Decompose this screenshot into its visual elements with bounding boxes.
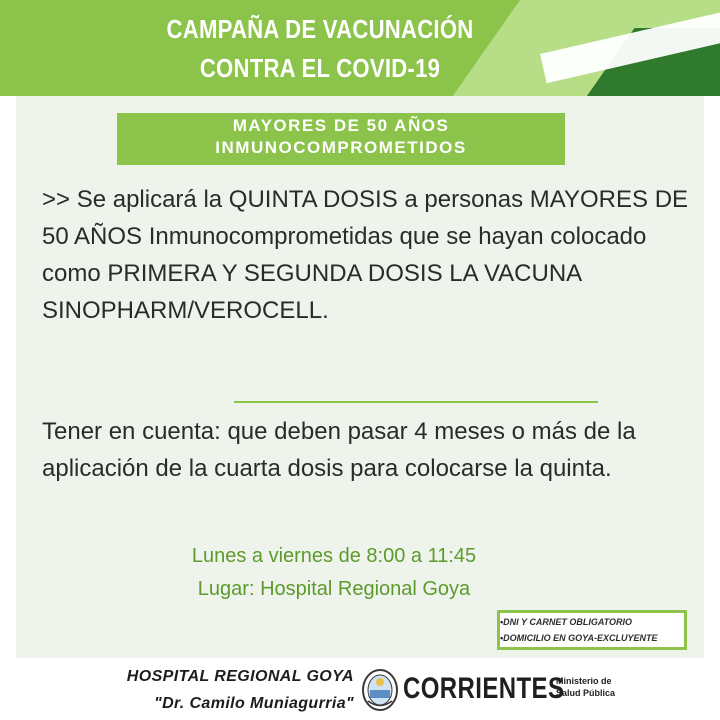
province-wordmark: CORRIENTES xyxy=(403,672,565,705)
section-divider xyxy=(234,401,598,403)
target-group-label xyxy=(117,115,565,159)
campaign-title-line1: CAMPAÑA DE VACUNACIÓN xyxy=(166,14,474,44)
requirement-item: •DNI Y CARNET OBLIGATORIO xyxy=(500,617,632,627)
ministry-line1: Ministerio de xyxy=(556,676,612,686)
schedule-hours: Lunes a viernes de 8:00 a 11:45 xyxy=(191,545,477,567)
target-group-line2: INMUNOCOMPROMETIDOS xyxy=(215,138,467,157)
schedule-place: Lugar: Hospital Regional Goya xyxy=(197,578,471,600)
target-group-line1: MAYORES DE 50 AÑOS xyxy=(232,116,450,135)
campaign-title-line2: CONTRA EL COVID-19 xyxy=(199,53,441,83)
hospital-subtitle: "Dr. Camilo Muniagurria" xyxy=(154,695,354,712)
province-seal-icon xyxy=(361,668,399,712)
interval-note: Tener en cuenta: que deben pasar 4 meses o más de la aplicación de la cuarta dosis para colocarse la quinta. xyxy=(42,418,636,482)
dose-announcement: >> Se aplicará la QUINTA DOSIS a personas MAYORES DE 50 AÑOS Inmunocomprometidas que se hayan colocado como PRIMERA Y SEGUNDA DOSIS LA VACUNA SINOPHARM/VEROCELL. xyxy=(42,186,689,324)
campaign-header xyxy=(0,0,720,96)
campaign-title xyxy=(48,10,592,88)
ministry-line2: Salud Pública xyxy=(556,688,616,698)
requirement-item: •DOMICILIO EN GOYA-EXCLUYENTE xyxy=(500,633,658,643)
ministry-label xyxy=(556,675,615,699)
hospital-name: HOSPITAL REGIONAL GOYA xyxy=(126,668,354,685)
